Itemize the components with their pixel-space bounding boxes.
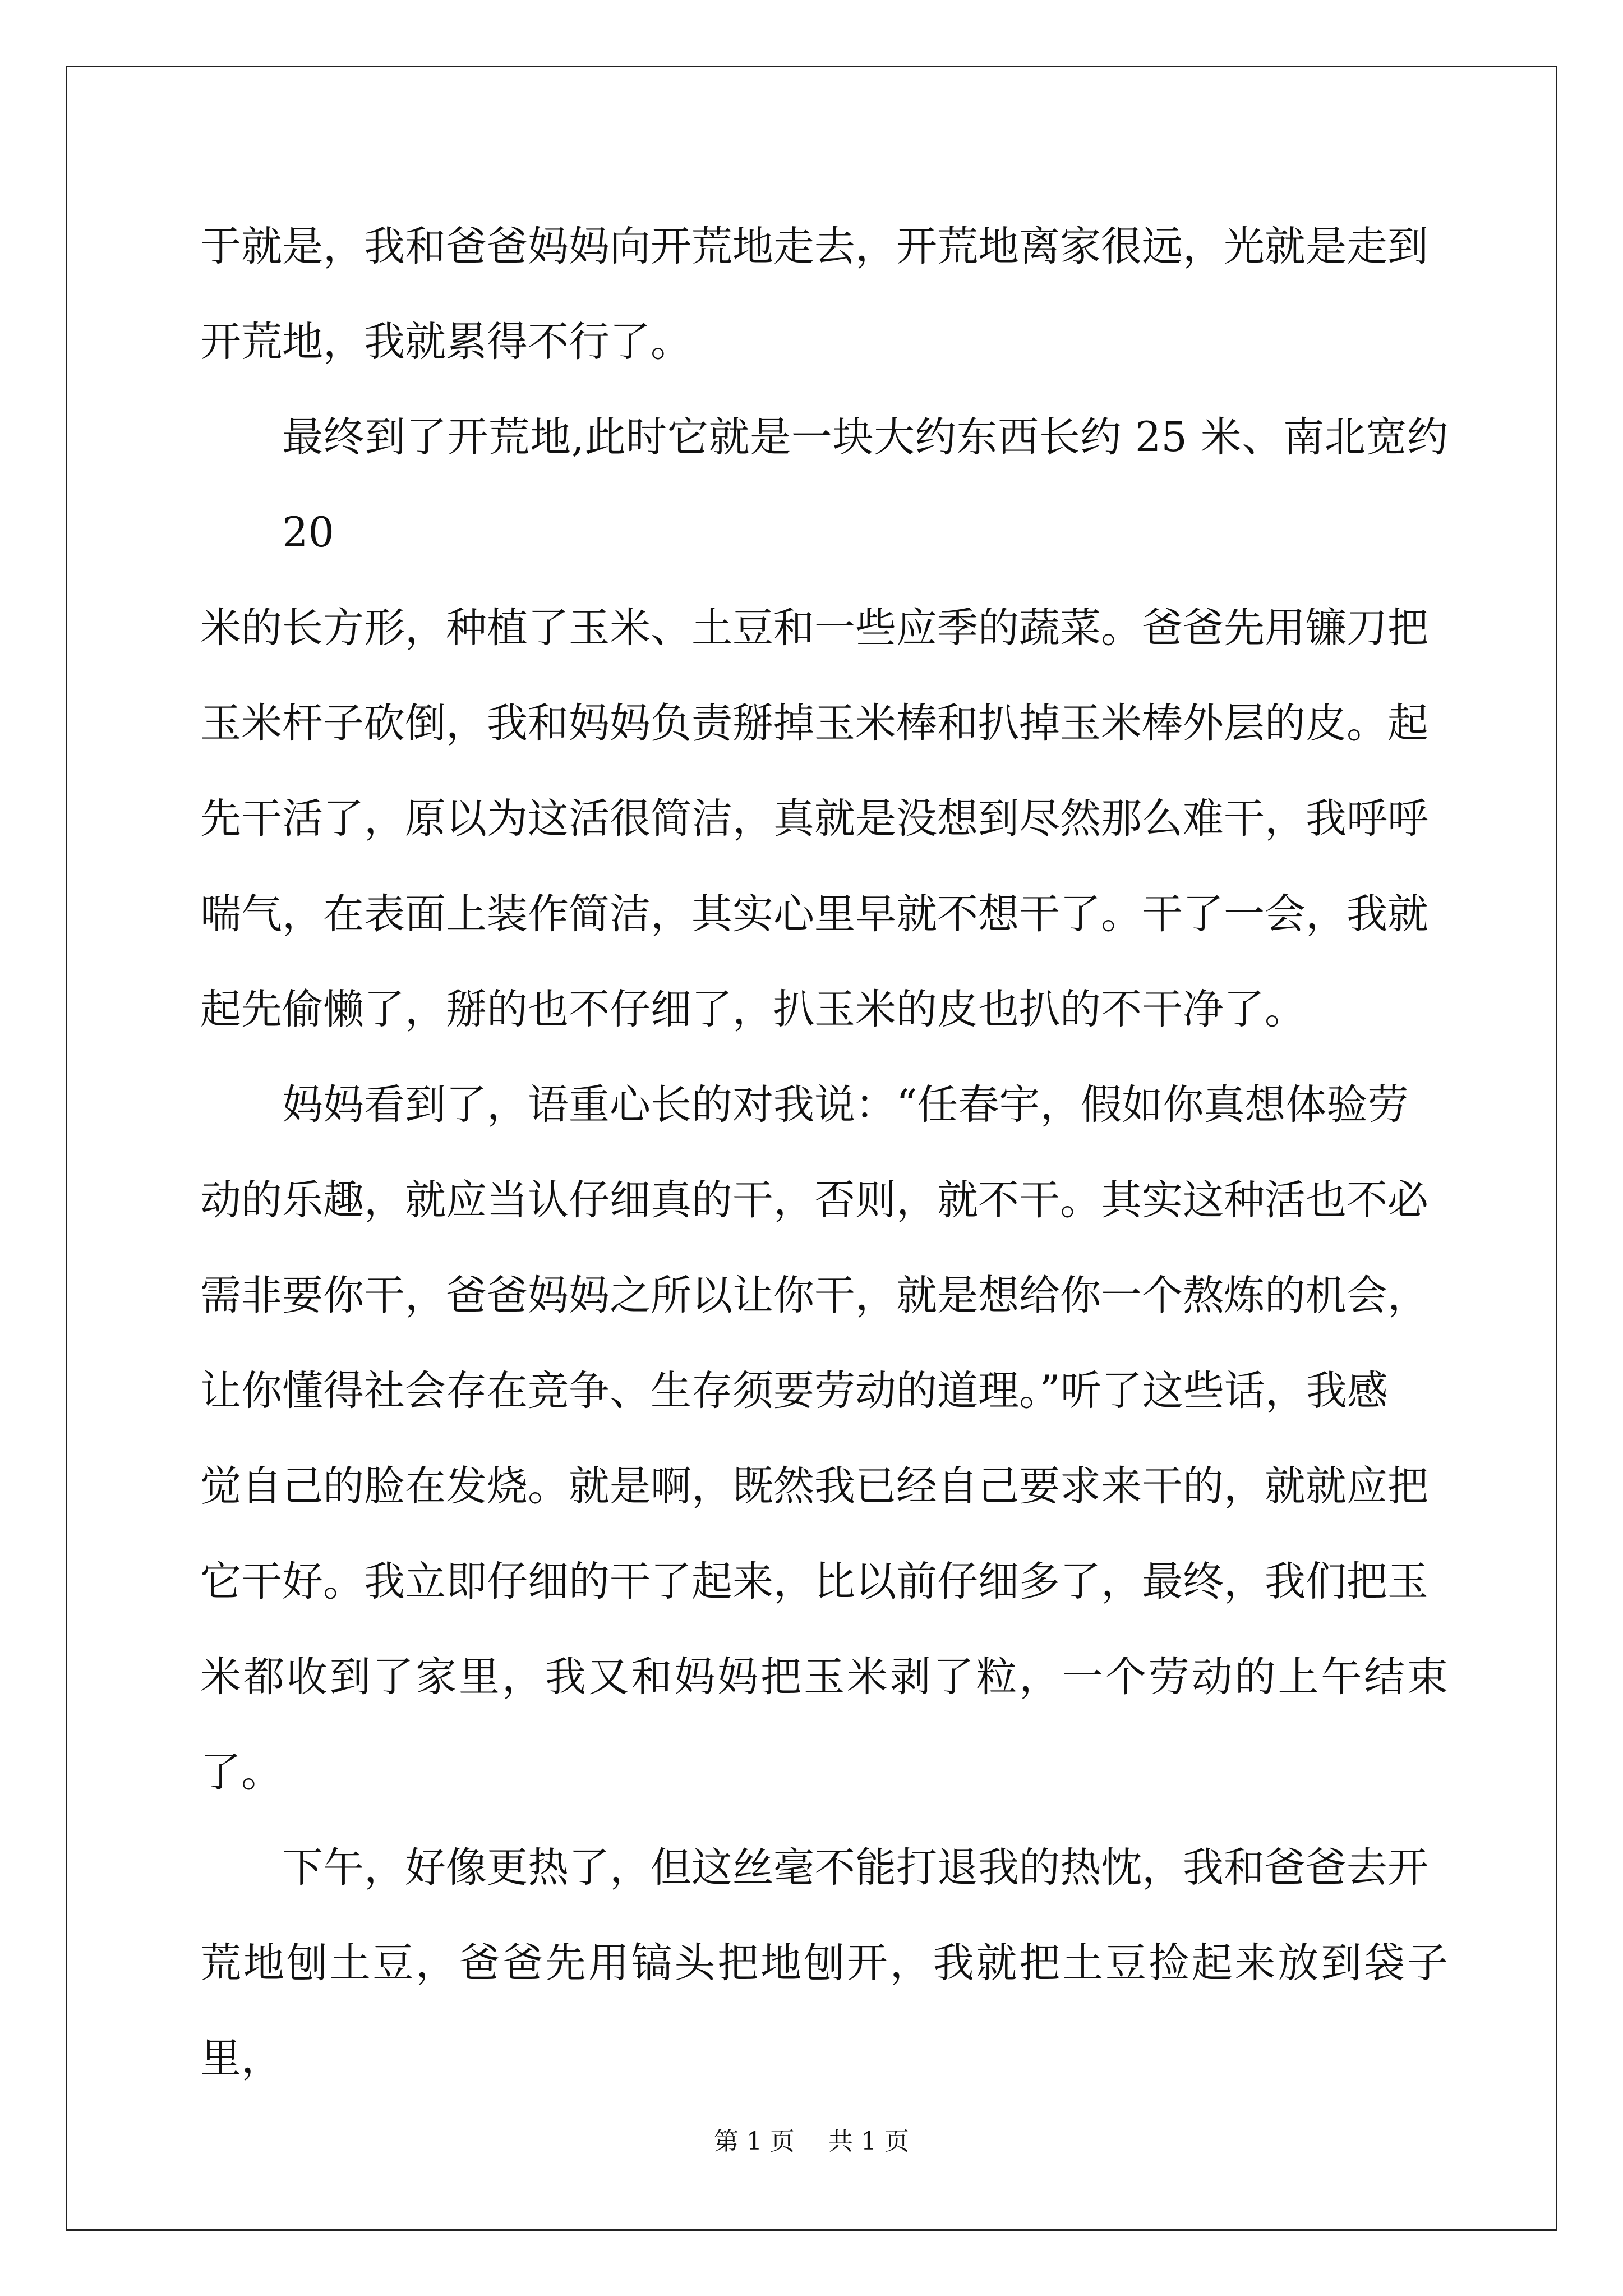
text-line: 玉米杆子砍倒，我和妈妈负责掰掉玉米棒和扒掉玉米棒外层的皮。起 — [200, 700, 1428, 747]
paragraph-2 — [200, 390, 1448, 1057]
page-number: 第 1 页 — [714, 2127, 795, 2156]
text-line: 开荒地，我就累得不行了。 — [200, 318, 691, 366]
page-total: 共 1 页 — [828, 2127, 909, 2156]
paragraph-3 — [200, 1057, 1448, 1820]
text-line: 动的乐趣，就应当认仔细真的干，否则，就不干。其实这种活也不必 — [200, 1176, 1428, 1224]
text-line: 让你懂得社会存在竞争、生存须要劳动的道理。”听了这些话，我感 — [200, 1367, 1388, 1415]
text-line: 妈妈看到了，语重心长的对我说：“任春宇，假如你真想体验劳 — [282, 1081, 1409, 1129]
text-line: 它干好。我立即仔细的干了起来，比以前仔细多了，最终，我们把玉 — [200, 1558, 1428, 1605]
text-line: 下午，好像更热了，但这丝毫不能打退我的热忱，我和爸爸去开 — [282, 1844, 1428, 1892]
text-line: 最终到了开荒地,此时它就是一块大约东西长约 25 米、南北宽约 20 — [282, 413, 1448, 556]
text-line: 喘气，在表面上装作简洁，其实心里早就不想干了。干了一会，我就 — [200, 890, 1428, 938]
document-body — [200, 199, 1448, 2106]
text-line: 荒地刨土豆，爸爸先用镐头把地刨开，我就把土豆捡起来放到袋子里， — [200, 1939, 1448, 2082]
text-line: 起先偷懒了，掰的也不仔细了，扒玉米的皮也扒的不干净了。 — [200, 986, 1306, 1033]
paragraph-4 — [200, 1820, 1448, 2106]
text-line: 先干活了，原以为这活很简洁，真就是没想到尽然那么难干，我呼呼 — [200, 795, 1428, 843]
text-line: 需非要你干，爸爸妈妈之所以让你干，就是想给你一个熬炼的机会， — [200, 1272, 1428, 1319]
text-line: 米都收到了家里，我又和妈妈把玉米剥了粒，一个劳动的上午结束了。 — [200, 1653, 1448, 1796]
text-line: 觉自己的脸在发烧。就是啊，既然我已经自己要求来干的，就就应把 — [200, 1462, 1428, 1510]
text-line: 于就是，我和爸爸妈妈向开荒地走去，开荒地离家很远，光就是走到 — [200, 223, 1428, 270]
page-footer — [0, 2125, 1623, 2159]
text-line: 米的长方形，种植了玉米、土豆和一些应季的蔬菜。爸爸先用镰刀把 — [200, 604, 1428, 652]
paragraph-1 — [200, 199, 1448, 390]
